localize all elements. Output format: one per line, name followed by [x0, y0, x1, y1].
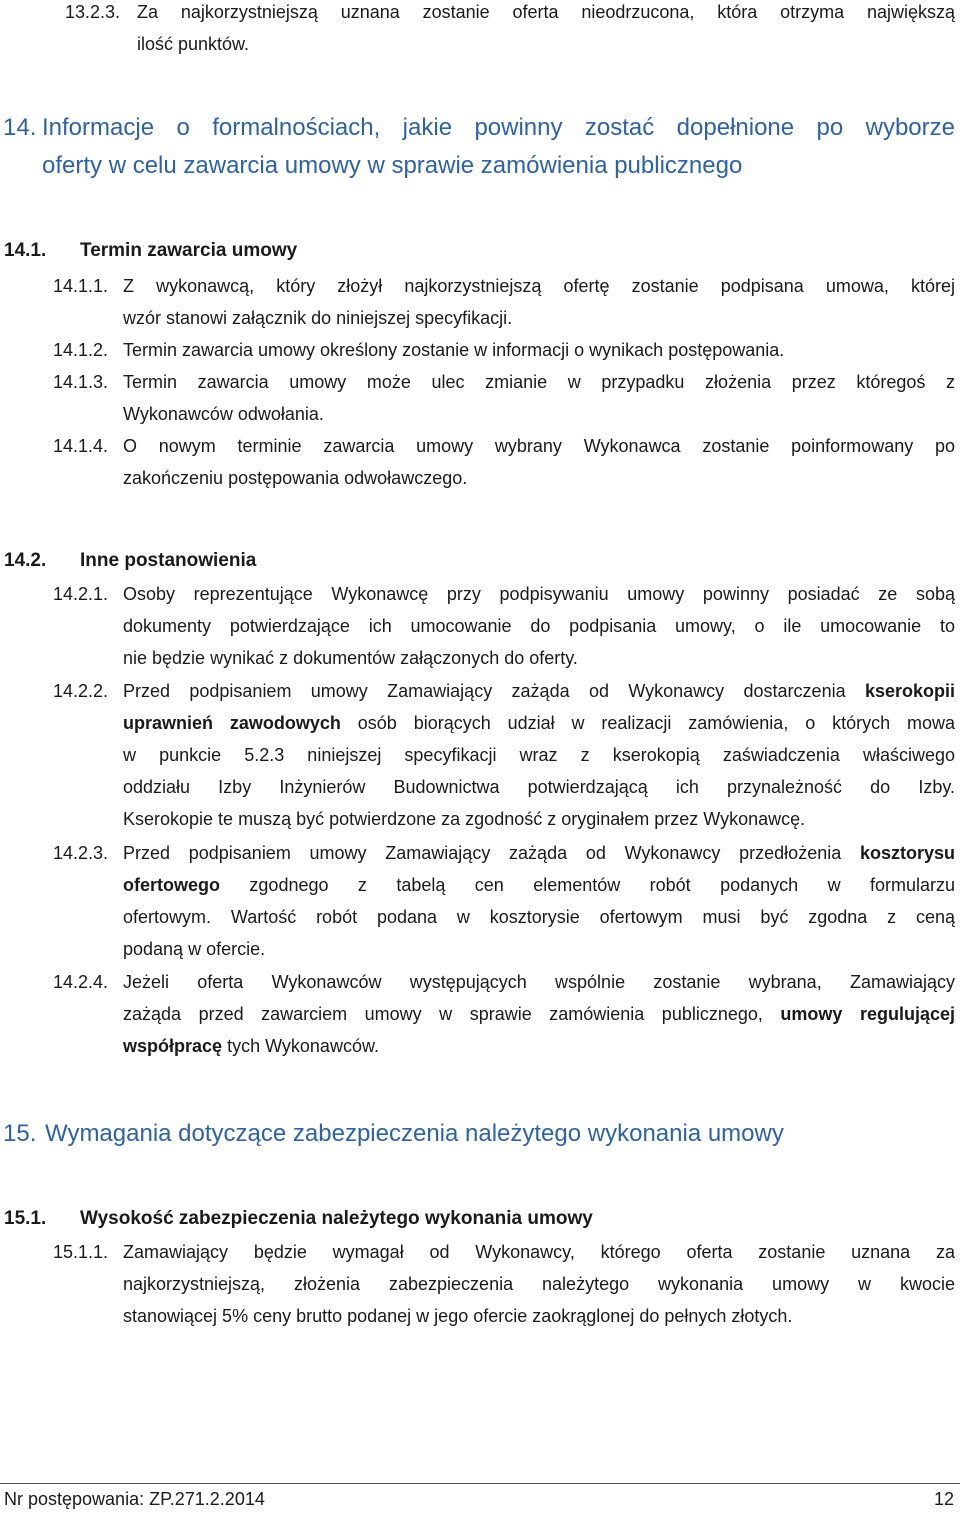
paragraph-text: zażąda przed zawarciem umowy w sprawie zamówienia publicznego,	[123, 1004, 763, 1024]
item-number: 13.2.3.	[65, 2, 121, 22]
subsection-number: 14.2.	[4, 550, 47, 571]
paragraph-line: Wykonawców odwołania.	[123, 404, 324, 424]
paragraph-line	[123, 869, 955, 901]
page-number: 12	[933, 1489, 954, 1509]
paragraph-line: nie będzie wynikać z dokumentów załączonych do oferty.	[123, 648, 578, 668]
paragraph-line: dokumenty potwierdzające ich umocowanie do podpisania umowy, o ile umocowanie to	[123, 616, 955, 636]
bold-text: kserokopii	[864, 681, 955, 701]
bold-text: uprawnień zawodowych	[123, 713, 341, 733]
item-number: 14.2.2.	[53, 681, 109, 701]
bold-text: umowy regulującej	[780, 1004, 955, 1024]
subsection-number: 14.1.	[4, 240, 47, 261]
paragraph-line: ilość punktów.	[137, 34, 250, 54]
paragraph-line: wzór stanowi załącznik do niniejszej specyfikacji.	[123, 308, 513, 328]
paragraph-text: tych Wykonawców.	[227, 1036, 379, 1056]
paragraph-line: Kserokopie te muszą być potwierdzone za zgodność z oryginałem przez Wykonawcę.	[123, 809, 806, 829]
paragraph-line	[123, 707, 955, 739]
paragraph-line: Termin zawarcia umowy określony zostanie w informacji o wynikach postępowania.	[123, 340, 785, 360]
paragraph-line	[123, 675, 955, 707]
item-number: 14.1.2.	[53, 340, 109, 360]
paragraph-line: zakończeniu postępowania odwoławczego.	[123, 468, 468, 488]
section-number: 14.	[3, 114, 37, 141]
paragraph-line: oddziału Izby Inżynierów Budownictwa potwierdzającą ich przynależność do Izby.	[123, 777, 955, 797]
section-heading: Wymagania dotyczące zabezpieczenia należytego wykonania umowy	[45, 1120, 784, 1147]
subsection-title: Wysokość zabezpieczenia należytego wykonania umowy	[80, 1208, 593, 1229]
item-number: 14.1.3.	[53, 372, 109, 392]
bold-text: współpracę	[123, 1036, 223, 1056]
paragraph-line	[123, 837, 955, 869]
item-number: 14.1.4.	[53, 436, 109, 456]
paragraph-line	[123, 1030, 379, 1062]
paragraph-line	[123, 998, 955, 1030]
paragraph-line: podaną w ofercie.	[123, 939, 266, 959]
section-heading: oferty w celu zawarcia umowy w sprawie zamówienia publicznego	[42, 152, 743, 179]
paragraph-line: Termin zawarcia umowy może ulec zmianie w przypadku złożenia przez któregoś z	[123, 372, 955, 392]
paragraph-text: zgodnego z tabelą cen elementów robót podanych w formularzu	[249, 875, 955, 895]
item-number: 15.1.1.	[53, 1242, 109, 1262]
bold-text: kosztorysu	[859, 843, 955, 863]
paragraph-text: Przed podpisaniem umowy Zamawiający zażąda od Wykonawcy przedłożenia	[123, 843, 842, 863]
paragraph-line: najkorzystniejszą, złożenia zabezpieczenia należytego wykonania umowy w kwocie	[123, 1274, 955, 1294]
subsection-title: Inne postanowienia	[80, 550, 257, 571]
section-number: 15.	[3, 1120, 37, 1147]
item-number: 14.1.1.	[53, 276, 109, 296]
item-number: 14.2.3.	[53, 843, 109, 863]
paragraph-line: O nowym terminie zawarcia umowy wybrany Wykonawca zostanie poinformowany po	[123, 436, 955, 456]
bold-text: ofertowego	[123, 875, 220, 895]
paragraph-line: ofertowym. Wartość robót podana w kosztorysie ofertowym musi być zgodna z ceną	[123, 907, 955, 927]
subsection-number: 15.1.	[4, 1208, 47, 1229]
paragraph-line: Zamawiający będzie wymagał od Wykonawcy, którego oferta zostanie uznana za	[123, 1242, 955, 1262]
subsection-title: Termin zawarcia umowy	[80, 240, 298, 261]
paragraph-line: stanowiącej 5% ceny brutto podanej w jego ofercie zaokrąglonej do pełnych złotych.	[123, 1306, 793, 1326]
paragraph-text: Przed podpisaniem umowy Zamawiający zażąda od Wykonawcy dostarczenia	[123, 681, 846, 701]
footer-reference: Nr postępowania: ZP.271.2.2014	[4, 1489, 265, 1509]
paragraph-line: Osoby reprezentujące Wykonawcę przy podpisywaniu umowy powinny posiadać ze sobą	[123, 584, 955, 604]
paragraph-text: osób biorących udział w realizacji zamówienia, o których mowa	[357, 713, 955, 733]
item-number: 14.2.1.	[53, 584, 109, 604]
item-number: 14.2.4.	[53, 972, 109, 992]
paragraph-line: w punkcie 5.2.3 niniejszej specyfikacji wraz z kserokopią zaświadczenia właściwego	[123, 745, 955, 765]
section-heading: Informacje o formalnościach, jakie powinny zostać dopełnione po wyborze	[42, 114, 955, 141]
paragraph-line: Za najkorzystniejszą uznana zostanie oferta nieodrzucona, która otrzyma największą	[137, 2, 955, 22]
paragraph-line: Z wykonawcą, który złożył najkorzystniejszą ofertę zostanie podpisana umowa, której	[123, 276, 955, 296]
paragraph-line: Jeżeli oferta Wykonawców występujących wspólnie zostanie wybrana, Zamawiający	[123, 972, 955, 992]
